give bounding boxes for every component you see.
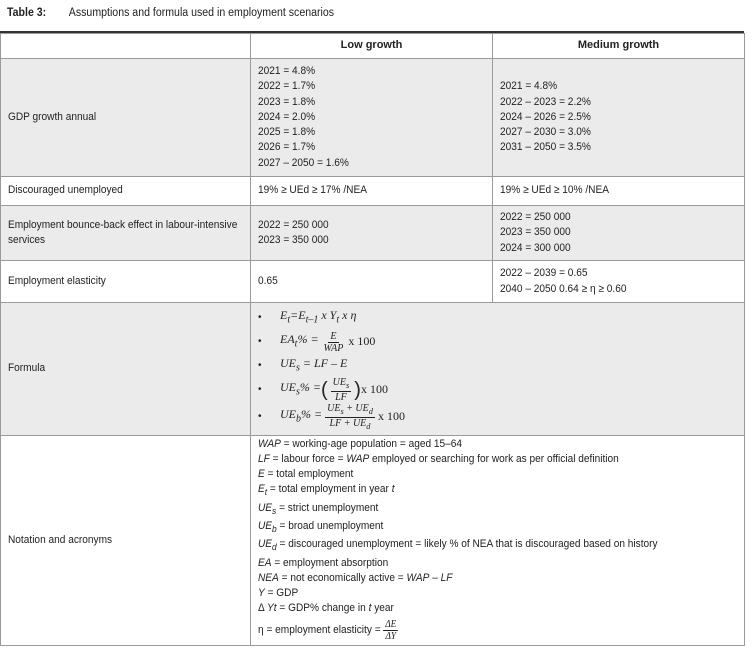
bullet-icon: • xyxy=(258,360,262,372)
cell-line: 2027 – 2030 = 3.0% xyxy=(500,126,591,139)
notation-item: Δ Yt = GDP% change in t year xyxy=(258,602,394,615)
notation-elasticity xyxy=(258,616,699,644)
cell-line: 2024 = 2.0% xyxy=(258,110,316,123)
formula-broad-rate-rhs: x 100 xyxy=(377,409,405,424)
row-discouraged xyxy=(1,177,745,206)
cell-line: 2031 – 2050 = 3.5% xyxy=(500,141,591,154)
row-notation xyxy=(1,436,745,646)
bounce-medium xyxy=(493,206,745,261)
notation-elasticity-fraction xyxy=(383,619,398,642)
table-number: Table 3: xyxy=(7,7,47,19)
notation-item: WAP = working-age population = aged 15–64 xyxy=(258,437,463,450)
cell-line: 2021 = 4.8% xyxy=(500,80,558,93)
notation-item: Y = GDP xyxy=(258,587,299,600)
fraction-numerator: E xyxy=(330,330,337,342)
formula-list xyxy=(258,306,737,432)
formula-strict-rate-rhs: x 100 xyxy=(360,382,388,397)
cell-line: 2040 – 2050 0.64 ≥ η ≥ 0.60 xyxy=(500,282,627,295)
row-formula xyxy=(1,303,745,436)
notation-item: $E_t$ = total employment in year t xyxy=(258,483,395,498)
formula-strict-unemployment xyxy=(258,354,737,378)
formula-strict-rate-fraction xyxy=(331,377,352,403)
cell-line: 2022 = 250 000 xyxy=(258,218,329,231)
formula-label: Formula xyxy=(1,303,251,436)
formula-employment-expr: $E_t=E_{t-1}$ x $Y_t$ x η xyxy=(280,308,357,326)
notation-item: $UE_b$ = broad unemployment xyxy=(258,519,384,535)
cell-line: 2023 = 350 000 xyxy=(258,234,329,246)
notation-cell xyxy=(251,436,745,646)
cell-line: 2024 – 2026 = 2.5% xyxy=(500,110,591,123)
gdp-low xyxy=(251,59,493,177)
cell-line: Employment bounce-back effect in labour-intensive xyxy=(8,218,238,231)
fraction-numerator: $UE_s + UE_d$ xyxy=(327,402,373,416)
fraction-numerator: $UE_s$ xyxy=(332,377,350,390)
bounce-low xyxy=(251,206,493,261)
gdp-label: GDP growth annual xyxy=(1,59,251,177)
notation-item: $UE_d$ = discouraged unemployment = likely % of NEA that is discouraged based on history xyxy=(258,538,658,553)
cell-line: 2025 = 1.8% xyxy=(258,126,316,139)
row-elasticity xyxy=(1,261,745,303)
notation-item: LF = labour force = WAP employed or searching for work as per official definition xyxy=(258,452,619,465)
header-low-growth: Low growth xyxy=(251,34,493,59)
formula-absorption-rhs: x 100 xyxy=(348,334,376,349)
cell-line: services xyxy=(8,234,46,246)
cell-line: 2023 = 1.8% xyxy=(258,95,316,108)
cell-line: 2022 – 2039 = 0.65 xyxy=(500,267,588,280)
table-title: Assumptions and formula used in employment scenarios xyxy=(68,7,335,19)
elasticity-low: 0.65 xyxy=(251,261,493,303)
cell-line: 2023 = 350 000 xyxy=(500,226,571,239)
discouraged-low: 19% ≥ UEd ≥ 17% /NEA xyxy=(251,177,493,206)
header-blank xyxy=(1,34,251,59)
formula-strict-expr: $UE_s$ = LF – E xyxy=(280,356,348,374)
bounce-label xyxy=(1,206,251,261)
formula-strict-rate-lhs: $UE_s\%$ = xyxy=(280,380,321,398)
left-paren-icon: ( xyxy=(321,379,328,401)
notation-item: E = total employment xyxy=(258,467,354,480)
assumptions-table xyxy=(0,33,745,646)
formula-absorption-fraction xyxy=(322,331,346,354)
cell-line: 2022 = 250 000 xyxy=(500,211,571,224)
bullet-icon: • xyxy=(258,336,262,348)
notation-list xyxy=(258,437,699,617)
fraction-denominator: WAP xyxy=(323,342,344,354)
row-gdp xyxy=(1,59,745,177)
cell-line: 2022 – 2023 = 2.2% xyxy=(500,95,591,108)
cell-line: 2021 = 4.8% xyxy=(258,65,316,78)
header-medium-growth: Medium growth xyxy=(493,34,745,59)
formula-broad-rate-fraction xyxy=(325,403,375,432)
formula-absorption xyxy=(258,330,737,354)
table-caption xyxy=(7,7,334,19)
formula-broad-rate xyxy=(258,402,737,432)
discouraged-medium: 19% ≥ UEd ≥ 10% /NEA xyxy=(493,177,745,206)
notation-elasticity-text: η = employment elasticity = xyxy=(258,623,381,636)
notation-label: Notation and acronyms xyxy=(1,436,251,646)
formula-absorption-lhs: $EA_t\%$ = xyxy=(280,332,319,350)
notation-item: NEA = not economically active = WAP – LF xyxy=(258,571,453,584)
cell-line: 2024 = 300 000 xyxy=(500,241,571,254)
formula-broad-rate-lhs: $UE_b\%$ = xyxy=(280,407,323,425)
elasticity-label: Employment elasticity xyxy=(1,261,251,303)
notation-item: $UE_s$ = strict unemployment xyxy=(258,501,379,516)
fraction-denominator: LF xyxy=(335,392,347,403)
fraction-numerator: ΔE xyxy=(385,618,397,630)
right-paren-icon: ) xyxy=(354,379,361,401)
fraction-denominator: LF + $UE_d$ xyxy=(329,417,371,431)
cell-line: 2022 = 1.7% xyxy=(258,80,316,93)
notation-item: EA = employment absorption xyxy=(258,556,389,569)
row-bounce-back xyxy=(1,206,745,261)
formula-employment xyxy=(258,306,737,330)
bullet-icon: • xyxy=(258,384,262,396)
formula-strict-rate xyxy=(258,378,737,402)
fraction-denominator: ΔY xyxy=(385,630,396,642)
cell-line: 2026 = 1.7% xyxy=(258,141,316,154)
bullet-icon: • xyxy=(258,411,262,423)
gdp-medium xyxy=(493,59,745,177)
bullet-icon: • xyxy=(258,312,262,324)
discouraged-label: Discouraged unemployed xyxy=(1,177,251,206)
elasticity-medium xyxy=(493,261,745,303)
formula-cell xyxy=(251,303,745,436)
cell-line: 2027 – 2050 = 1.6% xyxy=(258,156,349,169)
header-row xyxy=(1,34,745,59)
